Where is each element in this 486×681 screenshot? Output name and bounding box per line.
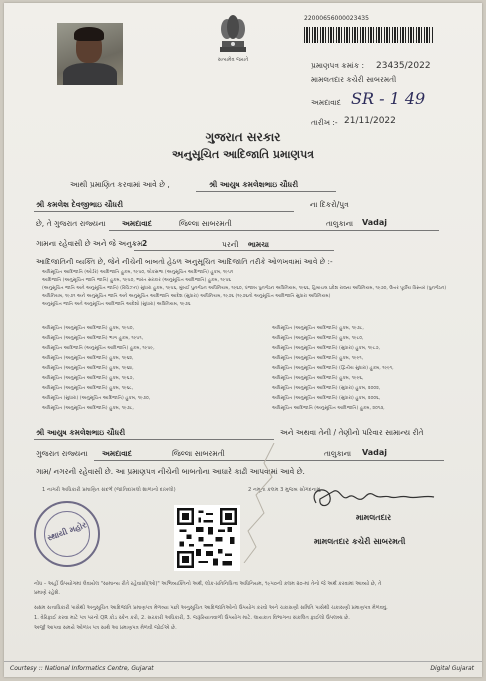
order-left: અધિસૂચિત (અનુસૂચિત આદિજાતિ) હુકમ, ૧૯૬૭,	[42, 376, 134, 381]
signatory-office: મામલતદાર કચેરી સાબરમતી	[314, 537, 406, 546]
district-label: જિલ્લા સાબરમતી	[179, 219, 232, 228]
barcode	[304, 27, 434, 43]
note-line: સક્ષમ સત્તાધિકારી પાસેથી અનુસૂચિત આદિજાતિ પ્રમાણપત્ર મેળવ્યા પછી અનુસૂચિત આદિજાતિઓનો ઉપયોગ કરવો અને ચકાસણી સમિતિ પાસેથી ચકાસણી પ્રમાણપત્ર મેળવવું.	[34, 605, 388, 611]
certificate-number: 23435/2022	[376, 61, 431, 71]
barcode-number: 22000656000023435	[304, 15, 369, 22]
order-right: અધિસૂચિત (અનુસૂચિત આદિજાતિ) હુકમ, ૧૯૯૧,	[272, 356, 364, 361]
order-left: અધિસૂચિત આદિજાતિ (અનુસૂચિત આદિજાતિ) હુકમ, ૧૯૫૯,	[42, 346, 155, 351]
seal-text: સ્થાયી મહોર	[45, 520, 88, 543]
legal-line: અધિનિયમ, ૧૯૭૧ અને અનુસૂચિત જાતિ અને અનુસૂચિત આદિજાતિ આદેશ (સુધારા) અધિનિયમ, ૧૯૭૬ (૧૯૭૬નો અનુસૂચિત આદિજાતિ સુધારા અધિનિયમ)	[42, 294, 331, 299]
family-state-label: ગુજરાત રાજ્યના	[36, 449, 88, 458]
basis-item: 2 નમૂના કલમ 3 મુજબ સોગંદનામું	[248, 487, 321, 493]
order-left: અધિસૂચિત (અનુસૂચિત આદિજાતિ) હુકમ, ૧૯૫૦,	[42, 326, 134, 331]
schedule-line: આદિજાતિની વ્યક્તિ છે, જેને નીચેની બાબતો હેઠળ અનુસૂચિત આદિજાતિ તરીકે ઓળખવામાં આવે છે :-	[36, 257, 333, 266]
signature-icon	[304, 483, 444, 513]
office-label: મામલતદાર કચેરી સાબરમતી	[311, 75, 397, 84]
family-taluka-label: તાલુકાના	[324, 449, 352, 458]
intro-text: આથી પ્રમાણિત કરવામાં આવે છે ,	[70, 180, 170, 189]
date-label: તારીખ :-	[311, 118, 338, 127]
serial-number: 2	[142, 239, 148, 248]
order-right: અધિસૂચિત (અનુસૂચિત આદિજાતિ) (સુધારા) હુકમ, ૨૦૦૬,	[272, 396, 381, 401]
father-name: શ્રી કમલેશ દેવજીભાઇ ચૌધરી	[36, 200, 124, 209]
note-line: નોંધ – અહીં ઉપયોગમાં લેવાયેલ "સામાન્ય રીતે રહેવાસી(ઓ)" અભિવ્યક્તિનો અર્થ, લોક-પ્રતિનિધિત્વ અધિનિયમ, ૧૯૫૦ની કલમ ૨૦-માં તેનો જે અર્થ કરવામાં આવ્યો છે, તે	[34, 581, 382, 587]
applicant-photo	[57, 23, 123, 85]
tribe-name: ભામચા	[248, 240, 269, 249]
order-right: અધિસૂચિત (અનુસૂચિત આદિજાતિ) હુકમ, ૧૯૯૬,	[272, 376, 364, 381]
national-emblem-icon	[216, 11, 250, 55]
holder-name: શ્રી આયુષ કમલેશભાઇ ચૌધરી	[209, 180, 299, 189]
family-taluka: Vadaj	[362, 448, 388, 457]
order-right: અધિસૂચિત આદિજાતિ (અનુસૂચિત આદિજાતિ) હુકમ, ૨૦૧૩,	[272, 406, 385, 411]
legal-line: અધિસૂચિત આદિજાતિ (ઓર્ડર) આદિજાતિ હુકમ, ૧૯૫૦, લોકસભા (અનુસૂચિત આદિજાતિ) હુકમ, ૧૯૫૧	[42, 270, 234, 275]
footer	[4, 661, 482, 677]
family-city: અમદાવાદ	[102, 449, 132, 458]
paper-tear-mark	[234, 443, 284, 563]
note-line: 1. વેરિફાઈ કરવા માટે પત્ર પરનો QR કોડ સ્કેન કરો, 2. સરકારી અધિકારી, 3. જરૂરિયાતવાળી ઉપયોગ માટે. લાયકાત વિભાગના સંકલિત ફાઈલો ઉપલબ્ધ છે.	[34, 615, 350, 621]
order-right: અધિસૂચિત (અનુસૂચિત આદિજાતિ) (સુધારા) હુકમ, ૨૦૦૨,	[272, 386, 381, 391]
family-holder-name: શ્રી આયુષ કમલેશભાઇ ચૌધરી	[36, 428, 126, 437]
order-left: અધિસૂચિત (અનુસૂચિત આદિજાતિ) હુકમ, ૧૯૬૨,	[42, 356, 134, 361]
family-district-label: જિલ્લા સાબરમતી	[172, 449, 225, 458]
outward-label: અમદાવાદ	[311, 98, 341, 107]
qr-code[interactable]	[174, 505, 240, 571]
village-label: ગામના રહેવાસી છે અને જે અનુક્રમ	[36, 239, 143, 248]
taluka: Vadaj	[362, 218, 388, 227]
order-left: અધિસૂચિત (સુધારા) (અનુસૂચિત આદિજાતિ) હુકમ, ૧૯૭૦,	[42, 396, 151, 401]
order-right: અધિસૂચિત (અનુસૂચિત આદિજાતિ) (સુધારા) હુકમ, ૧૯૮૭,	[272, 346, 381, 351]
order-left: અધિસૂચિત (અનુસૂચિત આદિજાતિ) હુકમ, ૧૯૬૪,	[42, 366, 134, 371]
certificate-title: અનુસૂચિત આદિજાતિ પ્રમાણપત્ર	[171, 148, 315, 161]
taluka-label: તાલુકાના	[326, 219, 354, 228]
legal-line: (અનુસૂચિત જાતિ અને અનુસૂચિત જાતિ) (રિવિઝન) સુધારા હુકમ, ૧૯૫૬, મુંબઈ પુનર્ગઠન અધિનિયમ, ૧૯૬૦, પંજાબ પુનર્ગઠન અધિનિયમ, ૧૯૬૬, હિમાચલ પ્રદેશ રાજ્ય અધિનિયમ, ૧૯૭૦, ઉત્તર પૂર્વીય વિસ્તાર (પુનર્ગઠન)	[42, 286, 447, 291]
note-line: અર્જી આપવા સમયે ઓળખ પત્ર સાથે આ પ્રમાણપત્ર મેળવી જોઈએ છે.	[34, 625, 177, 631]
issue-date: 21/11/2022	[344, 116, 396, 126]
footer-brand: Digital Gujarat	[430, 665, 474, 672]
order-left: અધિસૂચિત (અનુસૂચિત આદિજાતિ) હુકમ, ૧૯૬૮,	[42, 386, 134, 391]
relation-text: ના દિકરો/પુત્ર	[310, 200, 349, 209]
order-left: અધિસૂચિત (અનુસૂચિત આદિજાતિ) ભાગ હુકમ, ૧૯૫૧,	[42, 336, 144, 341]
basis-item: 1 નાગરી અધિકારી પ્રમાણિત સંદર્ભ (જાતિદાખલો શાળાનો દાખલો)	[42, 487, 176, 493]
legal-line: આદિજાતિ (અનુસૂચિત જાતિ જાતિ) હુકમ, ૧૯૫૦, ભારત સરકાર (અનુસૂચિત આદિજાતિ) હુકમ, ૧૯૫૬	[42, 278, 231, 283]
note-line: પ્રમાણે રહેશે.	[34, 590, 61, 596]
official-seal	[34, 501, 100, 567]
order-right: અધિસૂચિત (અનુસૂચિત આદિજાતિ) હુકમ, ૧૯૮૦,	[272, 336, 364, 341]
qr-code-icon	[177, 508, 237, 568]
order-left: અધિસૂચિત (અનુસૂચિત આદિજાતિ) હુકમ, ૧૯૭૮,	[42, 406, 134, 411]
legal-line: અનુસૂચિત જાતિ અને અનુસૂચિત આદિજાતિ આદેશો (સુધારા) અધિનિયમ, ૧૯૭૬	[42, 302, 191, 307]
signatory-title: મામલતદાર	[356, 513, 392, 522]
district-city: અમદાવાદ	[122, 219, 152, 228]
state-label: છે, તે ગુજરાત રાજ્યના	[36, 219, 106, 228]
order-right: અધિસૂચિત (અનુસૂચિત આદિજાતિ) (દ્વિતીય સુધારા) હુકમ, ૧૯૯૧,	[272, 366, 394, 371]
tribe-label: પરની	[222, 240, 239, 249]
family-suffix: અને અથવા તેની / તેણીનો પરિવાર સામાન્ય રીતે	[280, 428, 424, 437]
emblem-caption: સત્યમેવ જયતે	[217, 57, 249, 63]
certificate-page	[4, 3, 482, 677]
outward-number-handwritten: SR - 1 49	[351, 89, 426, 108]
order-right: અધિસૂચિત (અનુસૂચિત આદિજાતિ) હુકમ, ૧૯૭૮,	[272, 326, 364, 331]
state-title: ગુજરાત સરકાર	[205, 130, 281, 144]
certificate-number-label: પ્રમાણપત્ર ક્રમાંક :	[311, 61, 365, 70]
family-closing: ગામ/ નગરની રહેવાસી છે. આ પ્રમાણપત્ર નીચેની બાબતોના આધારે કાઢી આપવામાં આવે છે.	[36, 467, 305, 476]
footer-courtesy: Courtesy :: National Informatics Centre, Gujarat	[10, 665, 154, 672]
